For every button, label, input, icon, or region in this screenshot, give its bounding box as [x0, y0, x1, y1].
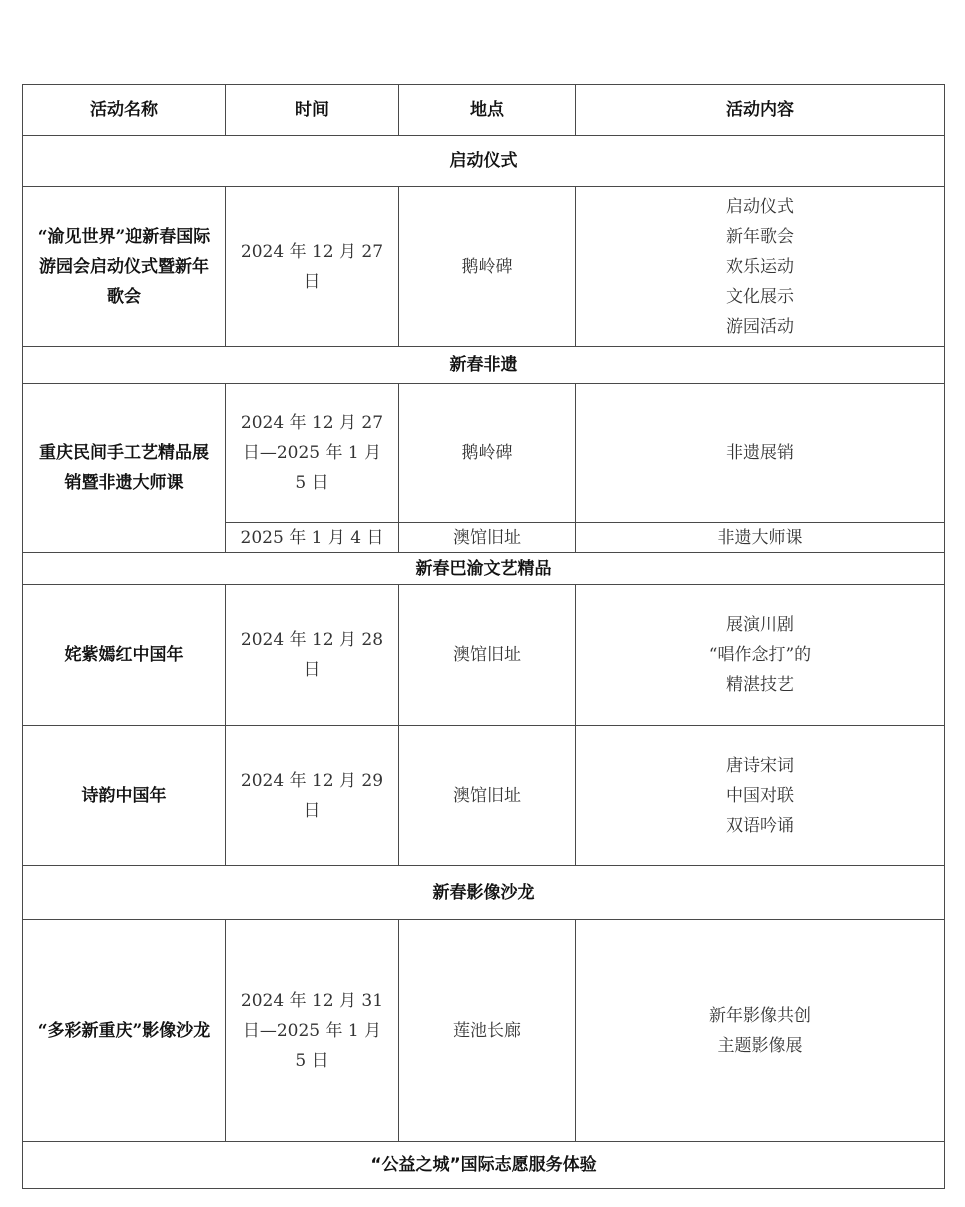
activity-schedule-table: [22, 84, 945, 1189]
content-line: 精湛技艺: [726, 675, 794, 695]
activity-time: 2024 年 12 月 29 日: [226, 726, 399, 866]
header-time: 时间: [226, 85, 399, 136]
activity-content: [576, 384, 945, 523]
content-line: 新年歌会: [726, 226, 794, 247]
activity-time: 2024 年 12 月 27 日—2025 年 1 月 5 日: [226, 384, 399, 523]
content-line: 新年影像共创: [709, 1005, 811, 1026]
section-title: 新春非遗: [23, 347, 945, 384]
activity-place: 鹅岭碑: [399, 384, 576, 523]
activity-name: “渝见世界”迎新春国际游园会启动仪式暨新年歌会: [23, 187, 226, 347]
content-line: 中国对联: [726, 785, 794, 806]
activity-content: [576, 523, 945, 553]
content-line: 欢乐运动: [726, 256, 794, 277]
content-line: 非遗展销: [726, 443, 794, 463]
activity-content: [576, 726, 945, 866]
content-line: 双语吟诵: [726, 815, 794, 836]
activity-place: 澳馆旧址: [399, 585, 576, 726]
section-row: [23, 553, 945, 585]
table-row: [23, 585, 945, 726]
activity-name: 重庆民间手工艺精品展销暨非遗大师课: [23, 384, 226, 553]
content-line: 唐诗宋词: [726, 755, 794, 776]
table-row: [23, 384, 945, 523]
activity-time: 2024 年 12 月 27 日: [226, 187, 399, 347]
activity-place: 澳馆旧址: [399, 523, 576, 553]
activity-place: 鹅岭碑: [399, 187, 576, 347]
table-row: [23, 187, 945, 347]
header-activity-name: 活动名称: [23, 85, 226, 136]
activity-time: 2024 年 12 月 28 日: [226, 585, 399, 726]
content-line: 游园活动: [726, 316, 794, 337]
activity-name: 姹紫嫣红中国年: [23, 585, 226, 726]
content-line: “唱作念打”的: [708, 645, 812, 665]
activity-name: 诗韵中国年: [23, 726, 226, 866]
activity-time: 2025 年 1 月 4 日: [226, 523, 399, 553]
activity-place: 莲池长廊: [399, 920, 576, 1142]
section-title: “公益之城”国际志愿服务体验: [23, 1142, 945, 1189]
activity-name: “多彩新重庆”影像沙龙: [23, 920, 226, 1142]
content-line: 主题影像展: [717, 1035, 803, 1056]
header-content: 活动内容: [576, 85, 945, 136]
section-row: [23, 866, 945, 920]
activity-place: 澳馆旧址: [399, 726, 576, 866]
header-place: 地点: [399, 85, 576, 136]
content-line: 非遗大师课: [717, 527, 803, 548]
section-title: 新春巴渝文艺精品: [23, 553, 945, 585]
content-line: 文化展示: [726, 286, 794, 307]
section-title: 启动仪式: [23, 136, 945, 187]
header-row: [23, 85, 945, 136]
activity-content: [576, 187, 945, 347]
activity-content: [576, 920, 945, 1142]
section-row: [23, 347, 945, 384]
activity-time: 2024 年 12 月 31 日—2025 年 1 月 5 日: [226, 920, 399, 1142]
table-row: [23, 920, 945, 1142]
content-line: 启动仪式: [726, 196, 794, 217]
section-row: [23, 136, 945, 187]
section-title: 新春影像沙龙: [23, 866, 945, 920]
activity-content: [576, 585, 945, 726]
table-row: [23, 726, 945, 866]
content-line: 展演川剧: [726, 615, 794, 635]
section-row: [23, 1142, 945, 1189]
